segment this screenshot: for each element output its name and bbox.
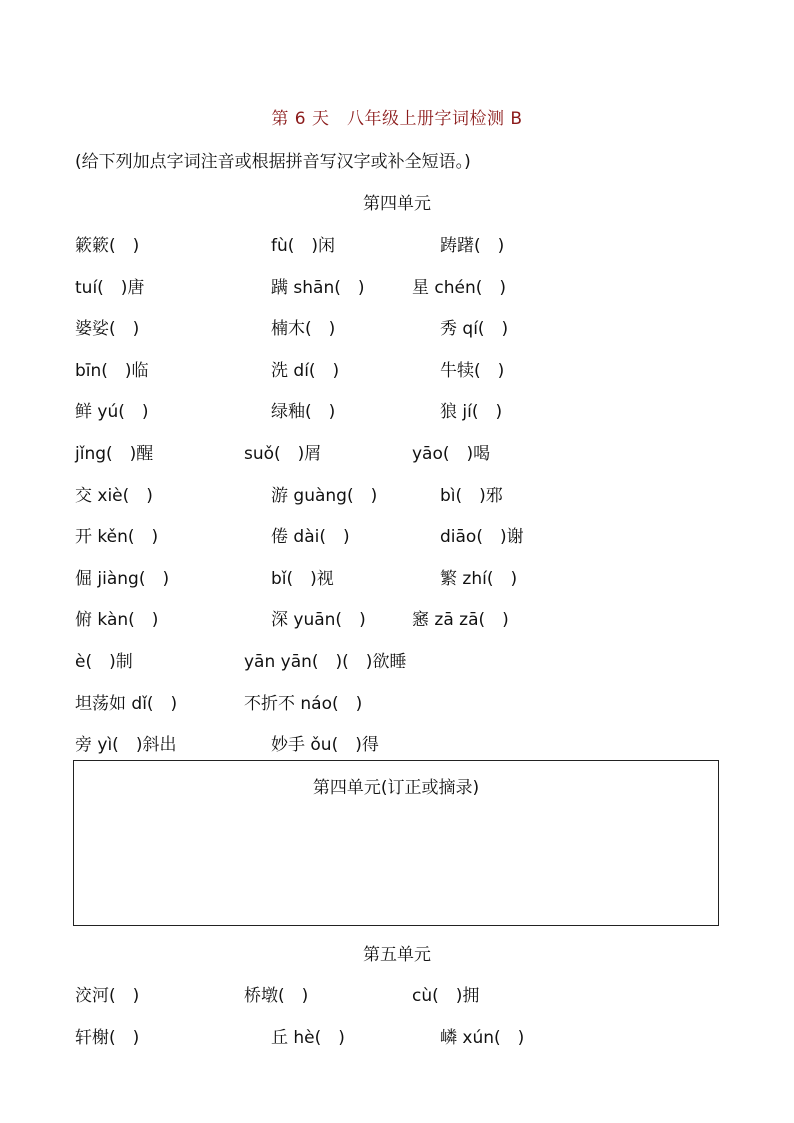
word-item: 俯 kàn( ) (75, 610, 159, 630)
word-item: cù( )拥 (412, 986, 480, 1006)
page-title: 第 6 天 八年级上册字词检测 B (271, 109, 523, 129)
word-item: 轩榭( ) (75, 1028, 140, 1048)
word-item: 深 yuān( ) (271, 610, 366, 630)
word-item: jǐng( )醒 (75, 444, 154, 464)
word-item: 牛犊( ) (440, 361, 505, 381)
word-item: 蹒 shān( ) (271, 278, 365, 298)
word-item: 楠木( ) (271, 319, 336, 339)
unit4-row (0, 273, 794, 299)
word-item: 旁 yì( )斜出 (75, 735, 177, 755)
unit5-heading: 第五单元 (363, 945, 431, 965)
word-item: 妙手 ǒu( )得 (271, 735, 379, 755)
word-item: tuí( )唐 (75, 278, 145, 298)
unit4-row (0, 564, 794, 590)
unit4-row (0, 689, 794, 715)
word-item: 洨河( ) (75, 986, 140, 1006)
unit4-row (0, 481, 794, 507)
word-item: 狼 jí( ) (440, 402, 503, 422)
word-item: diāo( )谢 (440, 527, 524, 547)
word-item: 星 chén( ) (412, 278, 507, 298)
word-item: suǒ( )屑 (244, 444, 322, 464)
unit4-row (0, 605, 794, 631)
word-item: yāo( )喝 (412, 444, 491, 464)
word-item: 婆娑( ) (75, 319, 140, 339)
word-item: 踌躇( ) (440, 236, 505, 256)
word-item: 秀 qí( ) (440, 319, 509, 339)
unit4-heading: 第四单元 (363, 194, 431, 214)
unit4-row (0, 397, 794, 423)
unit4-row (0, 522, 794, 548)
unit5-row (0, 1023, 794, 1049)
word-item: 坦荡如 dǐ( ) (75, 694, 178, 714)
word-item: 游 guàng( ) (271, 486, 378, 506)
word-item: è( )制 (75, 652, 133, 672)
word-item: bì( )邪 (440, 486, 503, 506)
unit4-row (0, 356, 794, 382)
unit4-row (0, 231, 794, 257)
word-item: fù( )闲 (271, 236, 336, 256)
correction-box[interactable] (73, 760, 719, 926)
word-item: 嶙 xún( ) (440, 1028, 525, 1048)
word-item: 交 xiè( ) (75, 486, 153, 506)
word-item: 簌簌( ) (75, 236, 140, 256)
word-item: yān yān( )( )欲睡 (244, 652, 407, 672)
unit4-row (0, 439, 794, 465)
word-item: bǐ( )视 (271, 569, 334, 589)
word-item: 倦 dài( ) (271, 527, 350, 547)
word-item: 繁 zhí( ) (440, 569, 518, 589)
word-item: 鲜 yú( ) (75, 402, 149, 422)
correction-box-title: 第四单元(订正或摘录) (312, 778, 480, 798)
unit4-row (0, 647, 794, 673)
instruction-text: (给下列加点字词注音或根据拼音写汉字或补全短语。) (75, 152, 471, 172)
word-item: 不折不 náo( ) (244, 694, 363, 714)
word-item: 窸 zā zā( ) (412, 610, 509, 630)
unit4-row (0, 314, 794, 340)
unit5-row (0, 981, 794, 1007)
word-item: bīn( )临 (75, 361, 149, 381)
unit4-row (0, 730, 794, 756)
word-item: 丘 hè( ) (271, 1028, 345, 1048)
word-item: 倔 jiàng( ) (75, 569, 170, 589)
word-item: 绿釉( ) (271, 402, 336, 422)
word-item: 桥墩( ) (244, 986, 309, 1006)
word-item: 洗 dí( ) (271, 361, 340, 381)
word-item: 开 kěn( ) (75, 527, 159, 547)
